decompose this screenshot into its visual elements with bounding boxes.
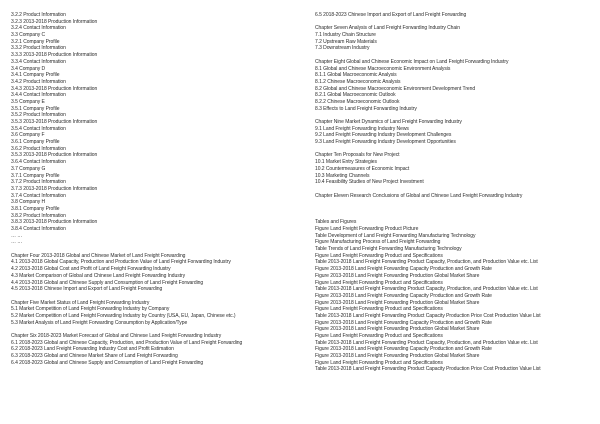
toc-entry: 4.2 2013-2018 Global Cost and Profit of Land Freight Forwarding Industry [11,266,171,273]
toc-entry: 10.4 Feasibility Studies of New Project Investment [315,179,424,186]
section-spacer [315,19,595,26]
toc-entry: 3.5.1 Company Profile [11,105,60,112]
toc-entry: Figure Land Freight Forwarding Product and Specifications [315,279,443,286]
toc-entry: 3.4.1 Company Profile [11,72,60,79]
toc-entry: 10.3 Marketing Channels [315,172,370,179]
section-spacer [315,52,595,59]
toc-entry: 3.3.3 2013-2018 Production Information [11,52,98,59]
chapter-heading: Chapter Eleven Research Conclusions of Global and Chinese Land Freight Forwarding Industry [315,192,523,199]
toc-entry: 3.5 Company E [11,98,45,105]
toc-entry: 3.5.2 Product Information [11,112,66,119]
toc-entry: 8.2 Global and Chinese Macroeconomic Environment Development Trend [315,85,476,92]
toc-entry: 4.5 2013-2018 Chinese Import and Export of Land Freight Forwarding [11,286,163,293]
toc-entry: 3.8 Company H [11,199,46,206]
chapter-heading: Chapter Five Market Status of Land Freight Forwarding Industry [11,299,150,306]
toc-entry: 6.2 2018-2023 Land Freight Forwarding Industry Cost and Profit Estimation [11,346,174,353]
toc-entry: 9.3 Land Freight Forwarding Industry Development Opportunities [315,139,456,146]
toc-entry: 3.3.4 Contact Information [11,58,66,65]
toc-entry: Figure 2013-2018 Land Freight Forwarding Capacity Production and Growth Rate [315,346,492,353]
toc-entry: 3.4.4 Contact Information [11,92,66,99]
toc-entry: Figure 2013-2018 Land Freight Forwarding Production Global Market Share [315,353,480,360]
toc-entry: 8.2.2 Chinese Macroeconomic Outlook [315,98,400,105]
chapter-heading: Chapter Seven Analysis of Land Freight Forwarding Industry Chain [315,25,460,32]
toc-entry: 3.6.4 Contact Information [11,159,66,166]
toc-entry: Table 2013-2018 Land Freight Forwarding Product Capacity Production Price Cost Production Value List [315,312,541,319]
toc-entry: 4.4 2013-2018 Global and Chinese Supply and Consumption of Land Freight Forwarding [11,279,204,286]
section-spacer [315,112,595,119]
toc-entry: 3.4.3 2013-2018 Production Information [11,85,98,92]
toc-entry: Table Trends of Land Freight Forwarding Manufacturing Technology [315,246,462,253]
toc-entry: 10.1 Market Entry Strategies [315,159,377,166]
chapter-heading: Chapter Six 2018-2023 Market Forecast of Global and Chinese Land Freight Forwarding Industry [11,333,222,339]
toc-left-column [11,12,307,366]
toc-entry: 3.7.1 Company Profile [11,172,60,179]
toc-entry: 3.6 Company F [11,132,45,139]
toc-entry: 4.3 Market Comparison of Global and Chinese Land Freight Forwarding Industry [11,272,186,279]
section-spacer [315,199,595,206]
toc-entry: 3.8.1 Company Profile [11,205,60,212]
toc-entry: Table Development of Land Freight Forwarding Manufacturing Technology [315,232,476,239]
toc-entry: 8.1.2 Chinese Macroeconomic Analysis [315,78,401,85]
toc-entry: 8.1 Global and Chinese Macroeconomic Environment Analysis [315,65,451,72]
toc-entry: … … [11,239,23,246]
toc-entry: Figure Manufacturing Process of Land Freight Forwarding [315,239,441,246]
toc-entry: 3.6.2 Product Information [11,145,66,152]
toc-entry: 3.5.3 2013-2018 Production Information [11,152,98,159]
section-spacer [315,206,595,213]
section-spacer [315,213,595,220]
toc-entry: 3.8.2 Product Information [11,212,66,219]
toc-entry: 4.1 2013-2018 Global Capacity, Production and Production Value of Land Freight Forwarding Industry [11,259,231,266]
toc-entry: Figure Land Freight Forwarding Product and Specifications [315,252,443,259]
toc-entry: Figure Land Freight Forwarding Product Picture [315,226,419,232]
section-spacer [315,186,595,193]
toc-entry: 5.1 Market Competition of Land Freight Forwarding Industry by Company [11,306,170,313]
toc-entry: 3.8.3 2013-2018 Production Information [11,219,98,226]
toc-entry: 7.1 Industry Chain Structure [315,32,376,39]
toc-right-column [315,12,595,373]
toc-entry: Table 2013-2018 Land Freight Forwarding Product Capacity, Production, and Production Value etc. List [315,286,538,293]
toc-entry: Table 2013-2018 Land Freight Forwarding Product Capacity Production Price Cost Production Value List [315,366,541,373]
toc-entry: 3.6.1 Company Profile [11,139,60,146]
toc-entry: 3.8.4 Contact Information [11,226,66,232]
toc-entry: Figure Land Freight Forwarding Product and Specifications [315,333,443,339]
toc-entry: 3.5.4 Contact Information [11,125,66,132]
toc-entry: 3.3.2 Product Information [11,45,66,52]
chapter-heading: Chapter Nine Market Dynamics of Land Freight Forwarding Industry [315,119,462,125]
toc-entry: Figure Land Freight Forwarding Product and Specifications [315,306,443,313]
toc-entry: 7.3 Downstream Industry [315,45,370,52]
section-spacer [11,246,307,253]
toc-entry: 6.1 2018-2023 Global and Chinese Capacity, Production, and Production Value of Land Freight Forwarding [11,339,243,346]
toc-entry: 8.1.1 Global Macroeconomic Analysis [315,72,397,79]
toc-entry: Tables and Figures [315,219,357,226]
toc-entry: 3.5.3 2013-2018 Production Information [11,119,98,125]
toc-entry: 9.1 Land Freight Forwarding Industry News [315,125,409,132]
section-spacer [11,293,307,300]
toc-entry: 8.3 Effects to Land Freight Forwarding Industry [315,105,417,112]
toc-entry: 9.2 Land Freight Forwarding Industry Development Challenges [315,132,452,139]
toc-entry: Figure 2013-2018 Land Freight Forwarding Production Global Market Share [315,299,480,306]
section-spacer [315,146,595,153]
toc-entry: Figure 2013-2018 Land Freight Forwarding Production Global Market Share [315,326,480,333]
toc-entry: 3.7.2 Product Information [11,179,66,186]
toc-entry: 3.3 Company C [11,32,46,39]
toc-entry: Figure 2013-2018 Land Freight Forwarding Production Global Market Share [315,272,480,279]
toc-entry: 3.2.3 2013-2018 Production Information [11,18,98,25]
toc-entry: 6.4 2018-2023 Global and Chinese Supply and Consumption of Land Freight Forwarding [11,359,204,366]
toc-entry: 10.2 Countermeasures of Economic Impact [315,165,410,172]
toc-entry: Figure 2013-2018 Land Freight Forwarding Capacity Production and Growth Rate [315,266,492,273]
toc-entry: 3.4 Company D [11,65,46,72]
toc-entry: Figure 2013-2018 Land Freight Forwarding Capacity Production and Growth Rate [315,319,492,326]
toc-entry: 6.5 2018-2023 Chinese Import and Export of Land Freight Forwarding [315,12,467,18]
toc-entry: Table 2013-2018 Land Freight Forwarding Product Capacity, Production, and Production Value etc. List [315,259,538,266]
toc-entry: 3.2.1 Company Profile [11,38,60,45]
toc-entry: 3.7 Company G [11,165,46,172]
toc-entry: Figure Land Freight Forwarding Product and Specifications [315,359,443,366]
toc-entry: 8.2.1 Global Macroeconomic Outlook [315,92,396,99]
toc-entry: 3.4.2 Product Information [11,78,66,85]
toc-entry: 3.7.4 Contact Information [11,192,66,199]
toc-entry: 6.3 2018-2023 Global and Chinese Market Share of Land Freight Forwarding [11,353,178,360]
toc-entry: Figure 2013-2018 Land Freight Forwarding Capacity Production and Growth Rate [315,292,492,299]
toc-entry: 3.2.2 Product Information [11,12,66,18]
toc-entry: … … [11,232,23,239]
toc-entry: 7.2 Upstream Raw Materials [315,38,377,45]
section-spacer [11,326,307,333]
chapter-heading: Chapter Four 2013-2018 Global and Chinese Market of Land Freight Forwarding [11,252,186,259]
chapter-heading: Chapter Ten Proposals for New Project [315,152,400,159]
toc-entry: 5.2 Market Competition of Land Freight Forwarding Industry by Country (USA, EU, Japan, Chinese etc.) [11,312,236,319]
toc-entry: 3.7.3 2013-2018 Production Information [11,185,98,192]
toc-entry: 3.2.4 Contact Information [11,25,66,32]
toc-entry: 5.3 Market Analysis of Land Freight Forwarding Consumption by Application/Type [11,319,188,326]
toc-entry: Table 2013-2018 Land Freight Forwarding Product Capacity, Production, and Production Value etc. List [315,339,538,346]
chapter-heading: Chapter Eight Global and Chinese Economic Impact on Land Freight Forwarding Industry [315,58,509,65]
